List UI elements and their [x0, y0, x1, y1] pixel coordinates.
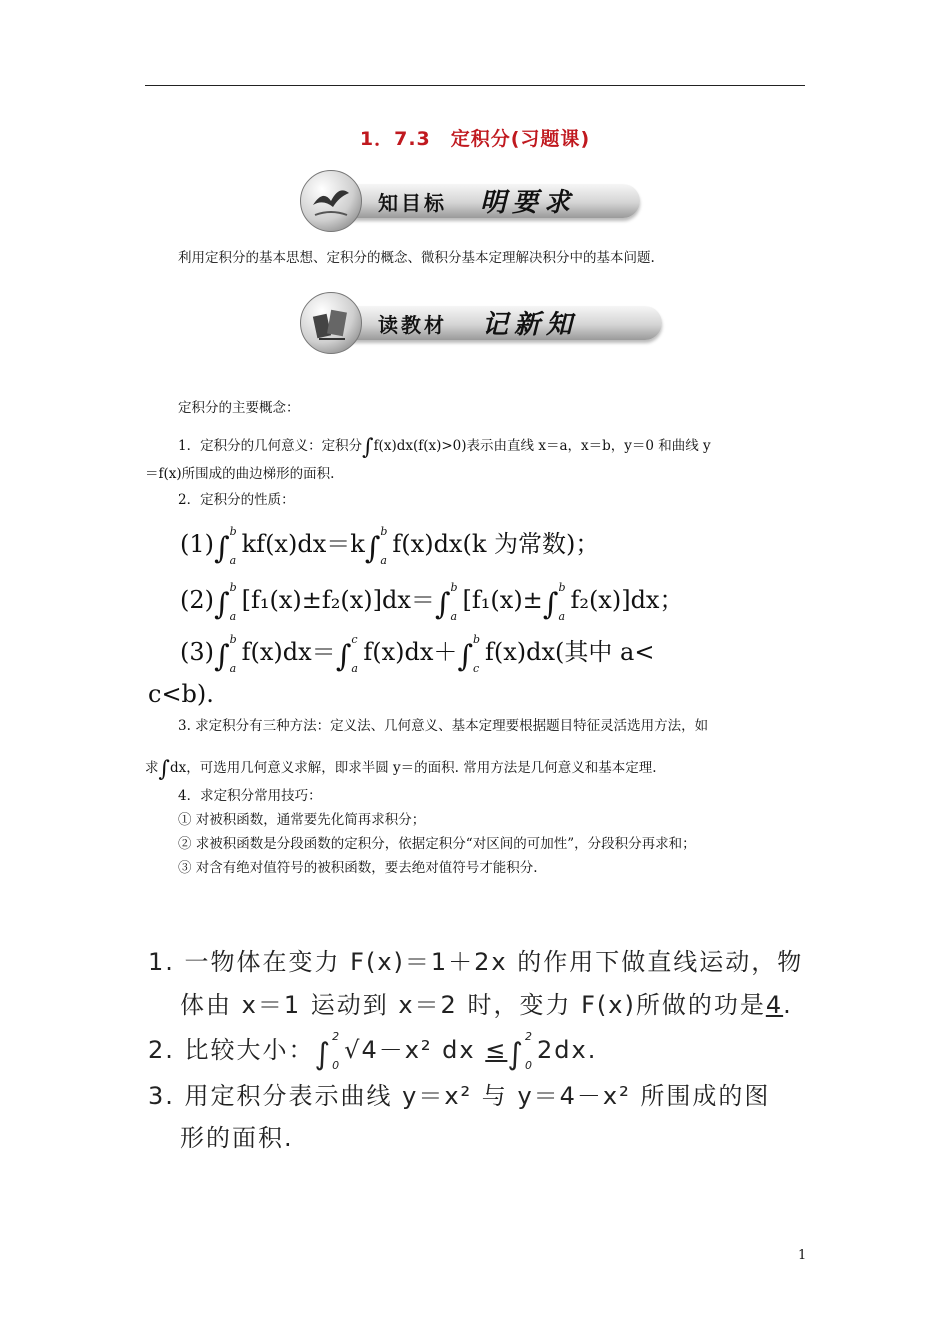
limits: b a — [229, 632, 237, 675]
item1-line2: ＝f(x)所围成的曲边梯形的面积. — [145, 466, 335, 482]
limits: 2 0 — [332, 1030, 342, 1072]
property-1-num: (1) — [180, 530, 214, 558]
item3-line2 — [145, 758, 657, 780]
item1-line1 — [178, 436, 711, 458]
problem-1-line2 — [180, 985, 793, 1020]
integral-symbol: ∫ — [214, 587, 230, 622]
property-1-b: f(x)dx(k 为常数)； — [392, 530, 600, 558]
problem-3-line2: 形的面积. — [180, 1124, 294, 1152]
limits: b a — [450, 580, 458, 623]
item3-line1: 3. 求定积分有三种方法：定义法、几何意义、基本定理要根据题目特征灵活选用方法，如 — [178, 718, 709, 734]
problem-2-right: 2dx. — [537, 1036, 598, 1064]
property-2-b: [f₁(x)± — [462, 586, 543, 614]
property-3 — [180, 632, 654, 674]
property-1-a: kf(x)dx＝k — [241, 530, 365, 558]
problem-2 — [148, 1030, 597, 1072]
property-2 — [180, 580, 683, 622]
property-3-a: f(x)dx＝ — [241, 638, 336, 666]
item2-heading: 2．定积分的性质： — [178, 492, 295, 508]
banner-goals-part1: 知目标 — [378, 191, 447, 215]
integral-symbol: ∫ — [364, 531, 381, 566]
item1-rest: f(x)dx(f(x)>0)表示由直线 x＝a，x＝b，y＝0 和曲线 y — [373, 438, 711, 454]
integral-symbol: ∫ — [214, 639, 230, 674]
property-3-line2: c<b). — [148, 680, 214, 708]
tip-2: ② 求被积函数是分段函数的定积分，依据定积分“对区间的可加性”，分段积分再求和； — [178, 836, 696, 852]
banner-reading — [300, 292, 662, 352]
limits: 2 0 — [525, 1030, 535, 1072]
problem-1-answer: 4 — [765, 991, 784, 1019]
property-2-a: [f₁(x)±f₂(x)]dx＝ — [241, 586, 435, 614]
problem-3-line1: 3. 用定积分表示曲线 y＝x² 与 y＝4－x² 所围成的图 — [148, 1082, 771, 1110]
limits: c a — [351, 632, 358, 675]
banner-reading-part2: 记新知 — [482, 310, 579, 340]
problem-2-left: √4－x² dx — [344, 1036, 476, 1064]
banner-goals — [300, 170, 640, 230]
limits: b a — [558, 580, 566, 623]
bird-icon — [300, 170, 362, 232]
period: . — [783, 991, 793, 1019]
banner-goals-part2: 明要求 — [480, 188, 577, 218]
integral-symbol: ∫ — [542, 587, 559, 622]
item1-lead: 1．定积分的几何意义：定积分 — [178, 438, 363, 454]
property-2-num: (2) — [180, 586, 214, 614]
limits: b c — [473, 632, 481, 675]
top-rule — [145, 85, 805, 86]
books-icon — [300, 292, 362, 354]
item3-rest: dx，可选用几何意义求解，即求半圆 y＝的面积. 常用方法是几何意义和基本定理. — [169, 760, 657, 776]
integral-symbol: ∫ — [158, 757, 170, 782]
banner-reading-part1: 读教材 — [378, 313, 447, 337]
problem-1-text: 体由 x＝1 运动到 x＝2 时，变力 F(x)所做的功是 — [180, 991, 766, 1019]
tip-3: ③ 对含有绝对值符号的被积函数，要去绝对值符号才能积分. — [178, 860, 538, 876]
property-3-b: f(x)dx＋ — [363, 638, 458, 666]
integral-symbol: ∫ — [507, 1037, 526, 1072]
item3-lead: 求 — [145, 760, 159, 776]
page-number: 1 — [798, 1248, 807, 1263]
integral-symbol: ∫ — [434, 587, 451, 622]
integral-symbol: ∫ — [314, 1037, 333, 1072]
integral-symbol: ∫ — [335, 639, 352, 674]
integral-symbol: ∫ — [457, 639, 474, 674]
concept-heading: 定积分的主要概念： — [178, 400, 300, 416]
property-3-num: (3) — [180, 638, 214, 666]
integral-symbol: ∫ — [214, 531, 230, 566]
property-2-c: f₂(x)]dx； — [570, 586, 684, 614]
property-1 — [180, 524, 599, 566]
limits: b a — [229, 580, 237, 623]
problem-2-comparison: ≤ — [485, 1036, 508, 1064]
property-3-c: f(x)dx(其中 a< — [485, 638, 655, 666]
page-title: 1．7.3 定积分(习题课) — [359, 128, 591, 150]
problem-2-prefix: 2. 比较大小： — [148, 1036, 315, 1064]
goal-text: 利用定积分的基本思想、定积分的概念、微积分基本定理解决积分中的基本问题. — [178, 250, 655, 266]
limits: b a — [380, 524, 388, 567]
problem-1-line1: 1. 一物体在变力 F(x)＝1＋2x 的作用下做直线运动，物 — [148, 948, 804, 976]
limits: b a — [229, 524, 237, 567]
tip-1: ① 对被积函数，通常要先化简再求积分； — [178, 812, 426, 828]
integral-symbol: ∫ — [362, 435, 374, 460]
item4-heading: 4．求定积分常用技巧： — [178, 788, 322, 804]
